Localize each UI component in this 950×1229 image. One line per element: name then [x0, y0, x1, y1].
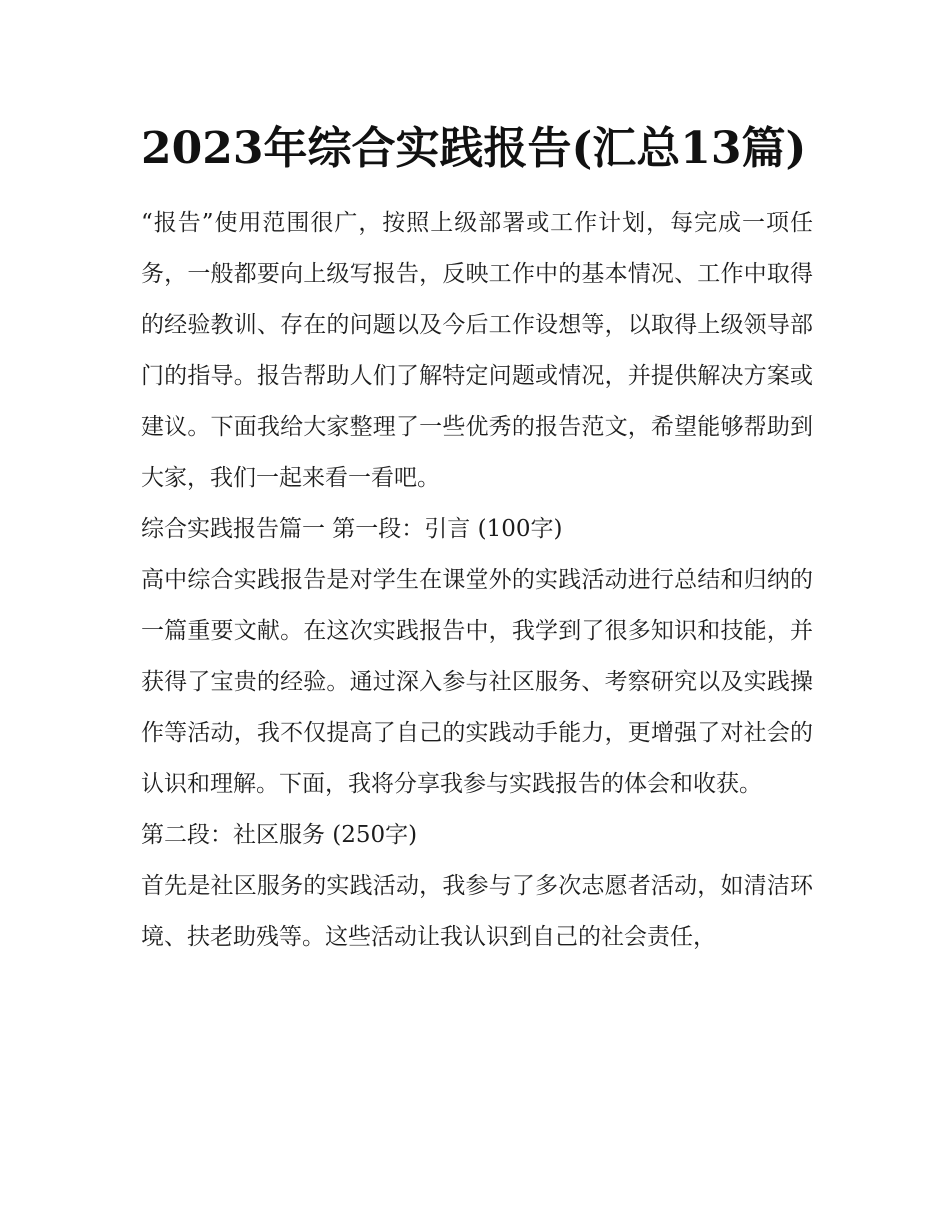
section-body-1: 高中综合实践报告是对学生在课堂外的实践活动进行总结和归纳的一篇重要文献。在这次实践报告中，我学到了很多知识和技能，并获得了宝贵的经验。通过深入参与社区服务、考察研究以及实践操作等活动，我不仅提高了自己的实践动手能力，更增强了对社会的认识和理解。下面，我将分享我参与实践报告的体会和收获。	[141, 567, 813, 797]
document-content	[141, 114, 813, 963]
intro-paragraph: “报告”使用范围很广，按照上级部署或工作计划，每完成一项任务，一般都要向上级写报告，反映工作中的基本情况、工作中取得的经验教训、存在的问题以及今后工作设想等，以取得上级领导部门的指导。报告帮助人们了解特定问题或情况，并提供解决方案或建议。下面我给大家整理了一些优秀的报告范文，希望能够帮助到大家，我们一起来看一看吧。	[141, 210, 813, 491]
section-body-2: 首先是社区服务的实践活动，我参与了多次志愿者活动，如清洁环境、扶老助残等。这些活动让我认识到自己的社会责任，	[141, 873, 813, 950]
section-heading-2: 第二段：社区服务 (250字)	[141, 822, 418, 848]
document-title: 2023年综合实践报告(汇总13篇)	[141, 123, 807, 174]
section-heading-1: 综合实践报告篇一 第一段：引言 (100字)	[141, 516, 563, 542]
